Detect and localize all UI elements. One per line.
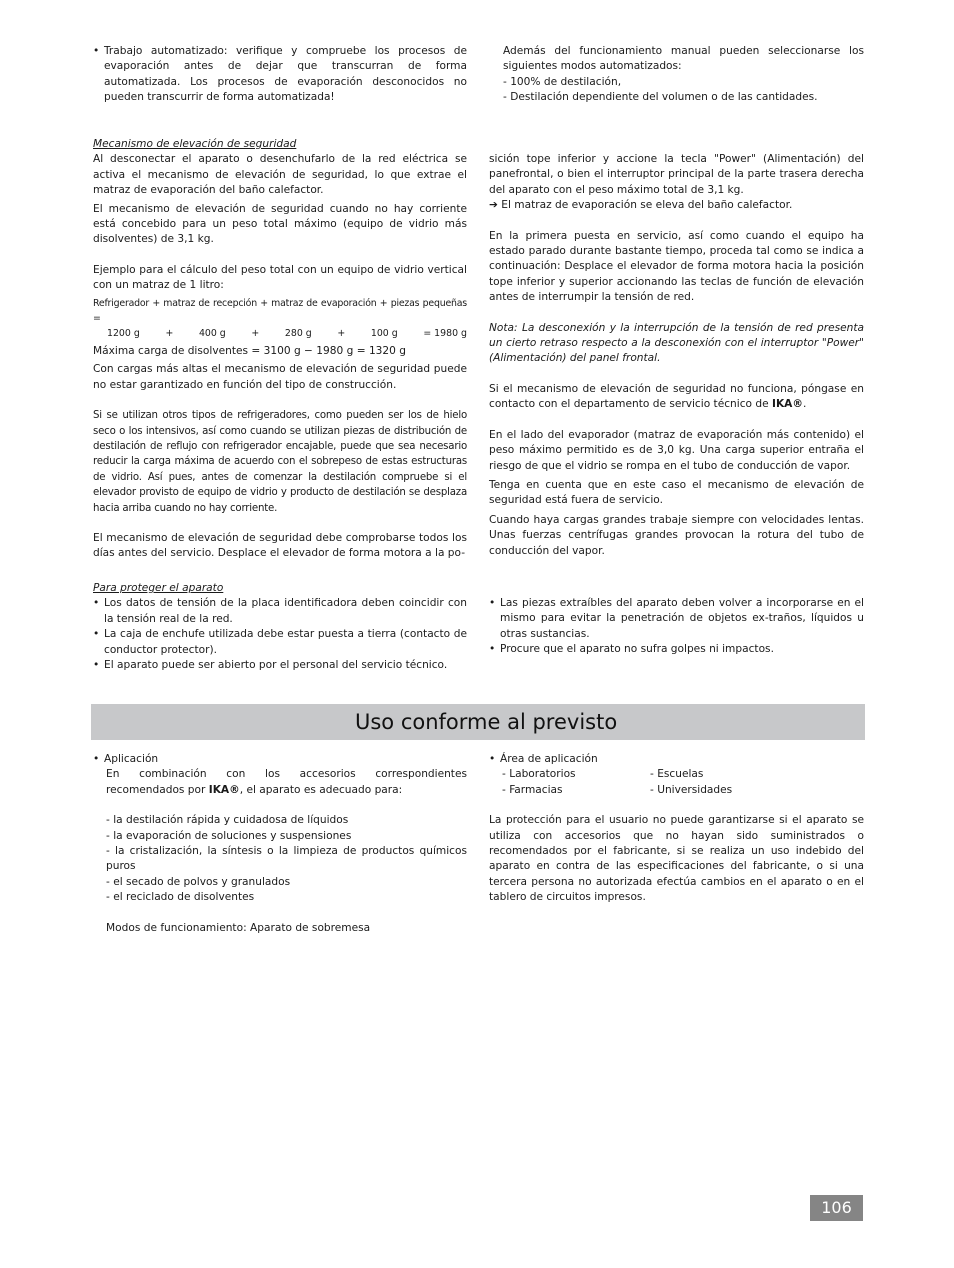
protect-item: • Las piezas extraíbles del aparato deben volver a incorporarse en el mismo para evitar la penetración de objetos ex-traños, líquidos u otras sustancias. — [489, 596, 864, 642]
safety-paragraph: Ejemplo para el cálculo del peso total con un equipo de vidrio vertical con un matraz de 1 litro: — [93, 263, 467, 292]
calc-value: 1200 g — [107, 328, 140, 340]
max-solvent-load: Máxima carga de disolventes = 3100 g − 1980 g = 1320 g — [93, 344, 406, 357]
application-heading: • Aplicación — [93, 752, 467, 767]
service-contact — [489, 382, 864, 413]
safety-paragraph: El mecanismo de elevación de seguridad cuando no hay corriente está concebido para un peso total máximo (equipo de vidrio más disolventes) de 3,1 kg. — [93, 202, 467, 246]
protect-heading: Para proteger el aparato — [93, 582, 224, 594]
area-heading: • Área de aplicación — [489, 752, 864, 767]
safety-paragraph: Tenga en cuenta que en este caso el mecanismo de elevación de seguridad está fuera de servicio. — [489, 478, 864, 507]
period: . — [802, 398, 807, 411]
operating-modes: Modos de funcionamiento: Aparato de sobremesa — [106, 921, 371, 934]
section-title: Uso conforme al previsto — [355, 710, 618, 734]
auto-modes-block — [489, 44, 864, 106]
brand-name: IKA® — [208, 783, 240, 796]
auto-modes-intro: Además del funcionamiento manual pueden seleccionarse los siguientes modos automatizados: — [503, 45, 864, 73]
service-text: Si el mecanismo de elevación de seguridad no funciona, póngase en contacto con el departamento de servicio técnico de — [489, 382, 864, 411]
protect-left — [93, 581, 467, 673]
area-item: - Farmacias — [502, 783, 563, 796]
page-number: 106 — [810, 1195, 863, 1221]
intro-text: En combinación con los accesorios correspondientes recomendados por — [106, 768, 467, 796]
safety-paragraph: El mecanismo de elevación de seguridad debe comprobarse todos los días antes del servicio. Desplace el elevador de forma motora a la po- — [93, 531, 467, 560]
safety-paragraph: Cuando haya cargas grandes trabaje siempre con velocidades lentas. Unas fuerzas centrífugas grandes provocan la rotura del tubo de conducción del vapor. — [489, 513, 864, 557]
weight-calc-row — [93, 326, 467, 341]
safety-paragraph: sición tope inferior y accione la tecla "Power" (Alimentación) del panefrontal, o bien el interruptor principal de la parte trasera derecha del aparato con el peso máximo total de 3,1 kg. — [489, 153, 864, 196]
application-item: - el secado de polvos y granulados — [106, 875, 291, 888]
calc-value: 400 g — [198, 328, 226, 340]
calc-operator: + — [165, 328, 174, 340]
safety-lift-right — [489, 152, 864, 559]
calc-value: 100 g — [370, 328, 398, 340]
result-text: El matraz de evaporación se eleva del baño calefactor. — [501, 199, 793, 212]
usage-right — [489, 752, 864, 906]
result-line — [489, 198, 864, 213]
area-item: - Laboratorios — [502, 768, 576, 781]
auto-mode-item: - 100% de destilación, — [503, 75, 622, 88]
area-item: - Escuelas — [650, 768, 704, 781]
area-list — [489, 767, 864, 798]
calc-total: = 1980 g — [423, 328, 467, 340]
protect-item: • Procure que el aparato no sufra golpes ni impactos. — [489, 642, 864, 657]
weight-calc-label: Refrigerador + matraz de recepción + matraz de evaporación + piezas pequeñas = — [93, 297, 467, 325]
safety-lift-left — [93, 137, 467, 562]
area-item: - Universidades — [650, 783, 733, 796]
safety-note: Nota: La desconexión y la interrupción de la tensión de red presenta un cierto retraso respecto a la desconexión con el interruptor "Power" (Alimentación) del panel frontal. — [489, 321, 864, 365]
safety-heading: Mecanismo de elevación de seguridad — [93, 138, 297, 150]
safety-paragraph: Si se utilizan otros tipos de refrigeradores, como pueden ser los de hielo seco o los intensivos, así como cuando se utilizan piezas de distribución de destilación de reflujo con refrigerador encajable, puede que sea necesario reducir la carga máxima de acuerdo con el sobrepeso de estas estructuras de vidrio. Así pues, antes de comenzar la destilación compruebe si el elevador provisto de equipo de vidrio y producto de destilación se desplaza hacia arriba cuando no hay corriente. — [93, 410, 467, 514]
auto-mode-item: - Destilación dependiente del volumen o de las cantidades. — [503, 91, 818, 104]
application-item: - la evaporación de soluciones y suspensiones — [106, 829, 352, 842]
safety-paragraph: Al desconectar el aparato o desenchufarlo de la red eléctrica se activa el mecanismo de elevación de seguridad, lo que extrae el matraz de evaporación del baño calefactor. — [93, 153, 467, 197]
arrow-right-icon: ➔ — [489, 199, 498, 212]
safety-paragraph: Con cargas más altas el mecanismo de elevación de seguridad puede no estar garantizado en función del tipo de construcción. — [93, 363, 467, 391]
calc-operator: + — [337, 328, 346, 340]
protect-item: • La caja de enchufe utilizada debe estar puesta a tierra (contacto de conductor protector). — [93, 627, 467, 658]
calc-value: 280 g — [284, 328, 312, 340]
protect-item: • Los datos de tensión de la placa identificadora deben coincidir con la tensión real de la red. — [93, 596, 467, 627]
usage-left — [93, 752, 467, 936]
section-banner — [91, 704, 865, 740]
calc-operator: + — [251, 328, 260, 340]
auto-warning-bullet: • Trabajo automatizado: verifique y compruebe los procesos de evaporación antes de dejar que transcurran de forma automatizada. Los procesos de evaporación desconocidos no pueden transcurrir de forma automatizada! — [93, 44, 467, 106]
brand-name: IKA® — [772, 398, 803, 411]
safety-paragraph: En la primera puesta en servicio, así como cuando el equipo ha estado parado durante bastante tiempo, proceda tal como se indica a continuación: Desplace el elevador de forma motora hacia la posición tope inferior y superior accionando las teclas de función de elevación antes de interrumpir la tensión de red. — [489, 229, 864, 304]
application-item: - la destilación rápida y cuidadosa de líquidos — [106, 814, 349, 827]
application-item: - el reciclado de disolventes — [106, 891, 255, 904]
user-protection-paragraph: La protección para el usuario no puede garantizarse si el aparato se utiliza con accesorios que no hayan sido suministrados o recomendados por el fabricante, si se realiza un uso indebido del aparato en contra de las especificaciones del fabricante, o si una tercera persona no autorizada efectúa cambios en el aparato o en el tablero de circuitos impresos. — [489, 814, 864, 904]
intro-text-end: , el aparato es adecuado para: — [239, 783, 403, 796]
protect-item: • El aparato puede ser abierto por el personal del servicio técnico. — [93, 658, 467, 673]
auto-warning-block — [93, 44, 467, 106]
application-item: - la cristalización, la síntesis o la limpieza de productos químicos puros — [106, 845, 467, 873]
protect-right — [489, 596, 864, 658]
application-intro — [93, 767, 467, 798]
safety-paragraph: En el lado del evaporador (matraz de evaporación más contenido) el peso máximo permitido es de 3,0 kg. Una carga superior entraña el riesgo de que el vidrio se rompa en el tubo de conducción de vapor. — [489, 428, 864, 472]
